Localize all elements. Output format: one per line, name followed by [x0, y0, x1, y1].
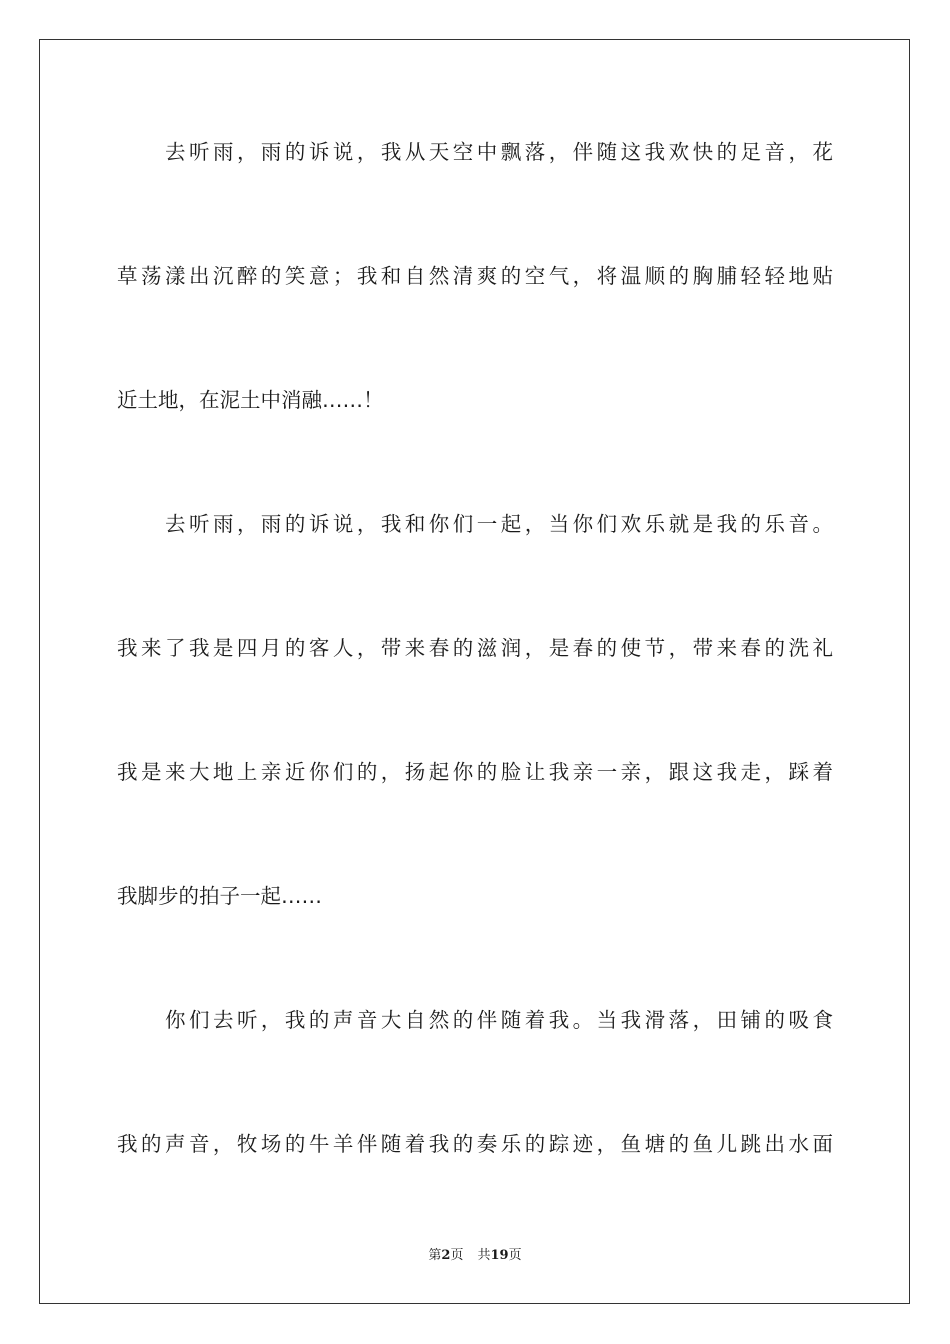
page-suffix: 页	[450, 1248, 464, 1263]
paragraph-1-line-2: 草荡漾出沉醉的笑意；我和自然清爽的空气，将温顺的胸脯轻轻地贴	[117, 264, 833, 288]
page-border	[39, 39, 910, 1304]
page-prefix: 第	[428, 1248, 442, 1263]
paragraph-2-line-1: 去听雨，雨的诉说，我和你们一起，当你们欢乐就是我的乐音。	[165, 512, 833, 536]
paragraph-2-line-3: 我是来大地上亲近你们的，扬起你的脸让我亲一亲，跟这我走，踩着	[117, 760, 833, 784]
paragraph-1-line-1: 去听雨，雨的诉说，我从天空中飘落，伴随这我欢快的足音，花	[165, 140, 833, 164]
paragraph-2-line-4: 我脚步的拍子一起……	[117, 884, 322, 908]
total-suffix: 页	[508, 1248, 522, 1263]
page-number: 2	[441, 1248, 451, 1263]
paragraph-1-line-3: 近土地，在泥土中消融……！	[117, 388, 384, 412]
paragraph-2-line-2: 我来了我是四月的客人，带来春的滋润，是春的使节，带来春的洗礼	[117, 636, 833, 660]
total-prefix: 共	[477, 1248, 491, 1263]
page-footer	[0, 1248, 950, 1264]
paragraph-3-line-1: 你们去听，我的声音大自然的伴随着我。当我滑落，田铺的吸食	[165, 1008, 833, 1032]
total-pages: 19	[490, 1248, 509, 1263]
paragraph-3-line-2: 我的声音，牧场的牛羊伴随着我的奏乐的踪迹，鱼塘的鱼儿跳出水面	[117, 1132, 833, 1156]
